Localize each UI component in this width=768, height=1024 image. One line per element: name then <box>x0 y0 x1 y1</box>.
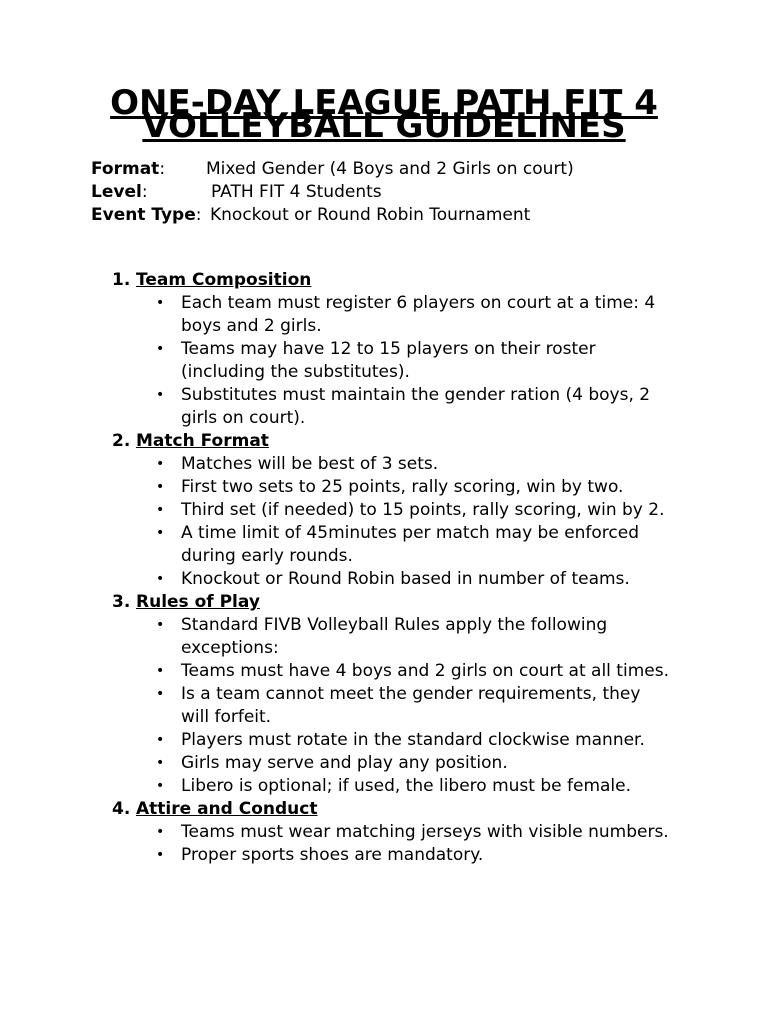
list-item-text: Girls may serve and play any position. <box>181 753 508 773</box>
section-number: 4. <box>112 799 131 819</box>
list-item-text: Standard FIVB Volleyball Rules apply the following exceptions: <box>181 615 608 658</box>
list-item-text: Each team must register 6 players on court at a time: 4 boys and 2 girls. <box>181 293 656 336</box>
section-title: Attire and Conduct <box>136 799 318 819</box>
section-number: 2. <box>112 431 131 451</box>
guideline-sections <box>112 269 712 867</box>
section-number: 1. <box>112 270 131 290</box>
bullet-icon: • <box>156 571 165 587</box>
bullet-icon: • <box>156 847 165 863</box>
list-item-text: Third set (if needed) to 15 points, rally scoring, win by 2. <box>181 500 665 520</box>
list-item <box>112 729 671 752</box>
bullet-list <box>112 821 712 867</box>
format-row <box>91 158 711 181</box>
bullet-list <box>112 453 712 591</box>
bullet-icon: • <box>156 686 165 702</box>
list-item <box>112 821 671 844</box>
list-item-text: Substitutes must maintain the gender ration (4 boys, 2 girls on court). <box>181 385 651 428</box>
list-item <box>112 775 671 798</box>
event-details <box>91 158 711 227</box>
bullet-icon: • <box>156 617 165 633</box>
list-item <box>112 292 671 338</box>
bullet-icon: • <box>156 755 165 771</box>
list-item-text: Knockout or Round Robin based in number of teams. <box>181 569 630 589</box>
list-item-text: Teams must have 4 boys and 2 girls on court at all times. <box>181 661 669 681</box>
list-item <box>112 844 671 867</box>
section-title: Rules of Play <box>136 592 260 612</box>
bullet-icon: • <box>156 387 165 403</box>
bullet-icon: • <box>156 732 165 748</box>
document-title: ONE-DAY LEAGUE PATH FIT 4 VOLLEYBALL GUIDELINES <box>110 83 658 146</box>
section-match-format <box>112 430 712 591</box>
bullet-icon: • <box>156 824 165 840</box>
list-item-text: Teams must wear matching jerseys with visible numbers. <box>181 822 669 842</box>
section-title: Match Format <box>136 431 269 451</box>
list-item <box>112 453 671 476</box>
bullet-list <box>112 614 712 798</box>
list-item-text: Teams may have 12 to 15 players on their roster (including the substitutes). <box>181 339 596 382</box>
list-item <box>112 384 671 430</box>
section-team-composition <box>112 269 712 430</box>
list-item <box>112 338 671 384</box>
list-item <box>112 614 671 660</box>
meta-label: Level <box>91 182 142 202</box>
bullet-list <box>112 292 712 430</box>
section-heading <box>112 591 712 614</box>
list-item-text: Libero is optional; if used, the libero must be female. <box>181 776 632 796</box>
section-attire-and-conduct <box>112 798 712 867</box>
list-item-text: A time limit of 45minutes per match may be enforced during early rounds. <box>181 523 640 566</box>
list-item <box>112 660 671 683</box>
section-heading <box>112 798 712 821</box>
list-item <box>112 568 671 591</box>
meta-value: Knockout or Round Robin Tournament <box>210 205 531 225</box>
meta-label: Event Type <box>91 205 196 225</box>
list-item-text: Matches will be best of 3 sets. <box>181 454 439 474</box>
bullet-icon: • <box>156 663 165 679</box>
list-item-text: Proper sports shoes are mandatory. <box>181 845 484 865</box>
section-rules-of-play <box>112 591 712 798</box>
list-item <box>112 499 671 522</box>
meta-separator: : <box>159 159 166 179</box>
meta-value: PATH FIT 4 Students <box>211 182 382 202</box>
list-item <box>112 522 671 568</box>
section-number: 3. <box>112 592 131 612</box>
list-item-text: Is a team cannot meet the gender requirements, they will forfeit. <box>181 684 641 727</box>
list-item <box>112 683 671 729</box>
list-item <box>112 752 671 775</box>
list-item <box>112 476 671 499</box>
event-type-row <box>91 204 711 227</box>
bullet-icon: • <box>156 778 165 794</box>
bullet-icon: • <box>156 341 165 357</box>
meta-separator: : <box>195 205 202 225</box>
bullet-icon: • <box>156 456 165 472</box>
bullet-icon: • <box>156 479 165 495</box>
meta-label: Format <box>91 159 160 179</box>
bullet-icon: • <box>156 525 165 541</box>
section-heading <box>112 430 712 453</box>
meta-separator: : <box>141 182 148 202</box>
level-row <box>91 181 711 204</box>
meta-value: Mixed Gender (4 Boys and 2 Girls on court) <box>206 159 574 179</box>
section-heading <box>112 269 712 292</box>
bullet-icon: • <box>156 502 165 518</box>
list-item-text: First two sets to 25 points, rally scoring, win by two. <box>181 477 624 497</box>
bullet-icon: • <box>156 295 165 311</box>
section-title: Team Composition <box>136 270 312 290</box>
list-item-text: Players must rotate in the standard clockwise manner. <box>181 730 645 750</box>
